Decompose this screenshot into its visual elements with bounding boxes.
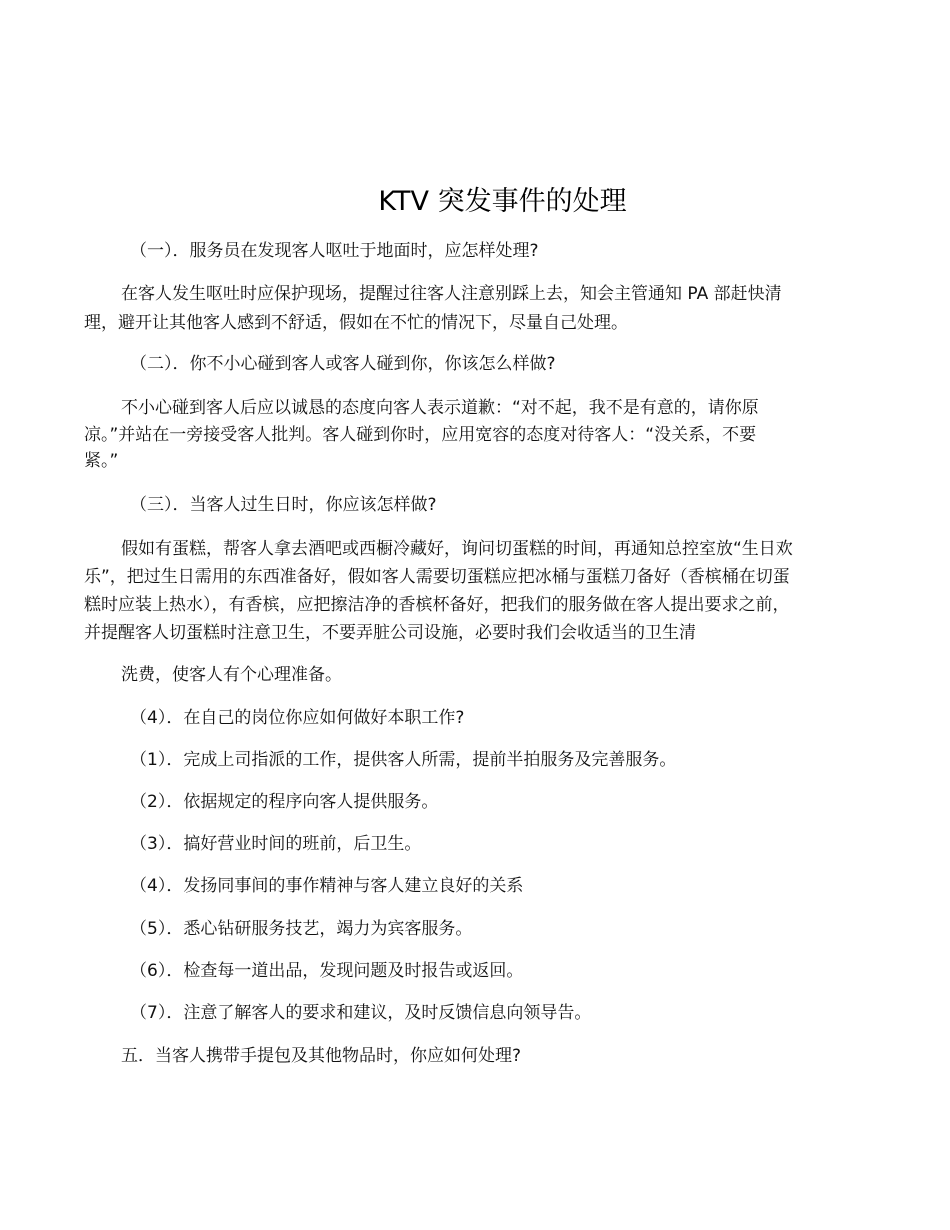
question-5: 五．当客人携带手提包及其他物品时，你应如何处理?	[121, 1046, 522, 1066]
answer-3-line-4: 并提醒客人切蛋糕时注意卫生，不要弄脏公司设施，必要时我们会收适当的卫生清	[84, 623, 696, 643]
answer-2-line-1: 不小心碰到客人后应以诚恳的态度向客人表示道歉：“对不起，我不是有意的，请你原	[121, 398, 759, 418]
answer-3-line-1: 假如有蛋糕，帮客人拿去酒吧或西橱冷藏好，询问切蛋糕的时间，再通知总控室放“生日欢	[121, 539, 793, 559]
list-item: （2）．依据规定的程序向客人提供服务。	[130, 792, 439, 812]
list-item: （3）．搞好营业时间的班前，后卫生。	[130, 834, 422, 854]
answer-2-line-3: 紧。”	[84, 451, 119, 471]
list-item: （4）．发扬同事间的事作精神与客人建立良好的关系	[130, 876, 524, 896]
question-4: （4）．在自己的岗位你应如何做好本职工作?	[130, 708, 465, 728]
answer-3-line-3: 糕时应装上热水），有香槟，应把擦洁净的香槟杯备好，把我们的服务做在客人提出要求之前，	[84, 595, 790, 615]
list-item: （1）．完成上司指派的工作，提供客人所需，提前半拍服务及完善服务。	[130, 750, 677, 770]
question-2: （二）．你不小心碰到客人或客人碰到你，你该怎么样做?	[130, 354, 556, 374]
answer-2-line-2: 凉。”并站在一旁接受客人批判。客人碰到你时，应用宽容的态度对待客人：“没关系，不要	[84, 425, 757, 445]
answer-1-line-1: 在客人发生呕吐时应保护现场，提醒过往客人注意别踩上去，知会主管通知 PA 部赶快清	[121, 284, 782, 304]
answer-3-line-2: 乐”，把过生日需用的东西准备好，假如客人需要切蛋糕应把冰桶与蛋糕刀备好（香槟桶在切蛋	[84, 567, 790, 587]
question-1: （一）．服务员在发现客人呕吐于地面时，应怎样处理?	[130, 241, 539, 261]
question-3: （三）．当客人过生日时，你应该怎样做?	[130, 495, 437, 515]
document-title: KTV 突发事件的处理	[378, 186, 627, 217]
list-item: （7）．注意了解客人的要求和建议，及时反馈信息向领导告。	[130, 1003, 592, 1023]
list-item: （5）．悉心钻研服务技艺，竭力为宾客服务。	[130, 919, 473, 939]
list-item: （6）．检查每一道出品，发现问题及时报告或返回。	[130, 961, 524, 981]
answer-3-continuation: 洗费，使客人有个心理准备。	[121, 665, 342, 685]
answer-1-line-2: 理，避开让其他客人感到不舒适，假如在不忙的情况下，尽量自己处理。	[84, 313, 628, 333]
